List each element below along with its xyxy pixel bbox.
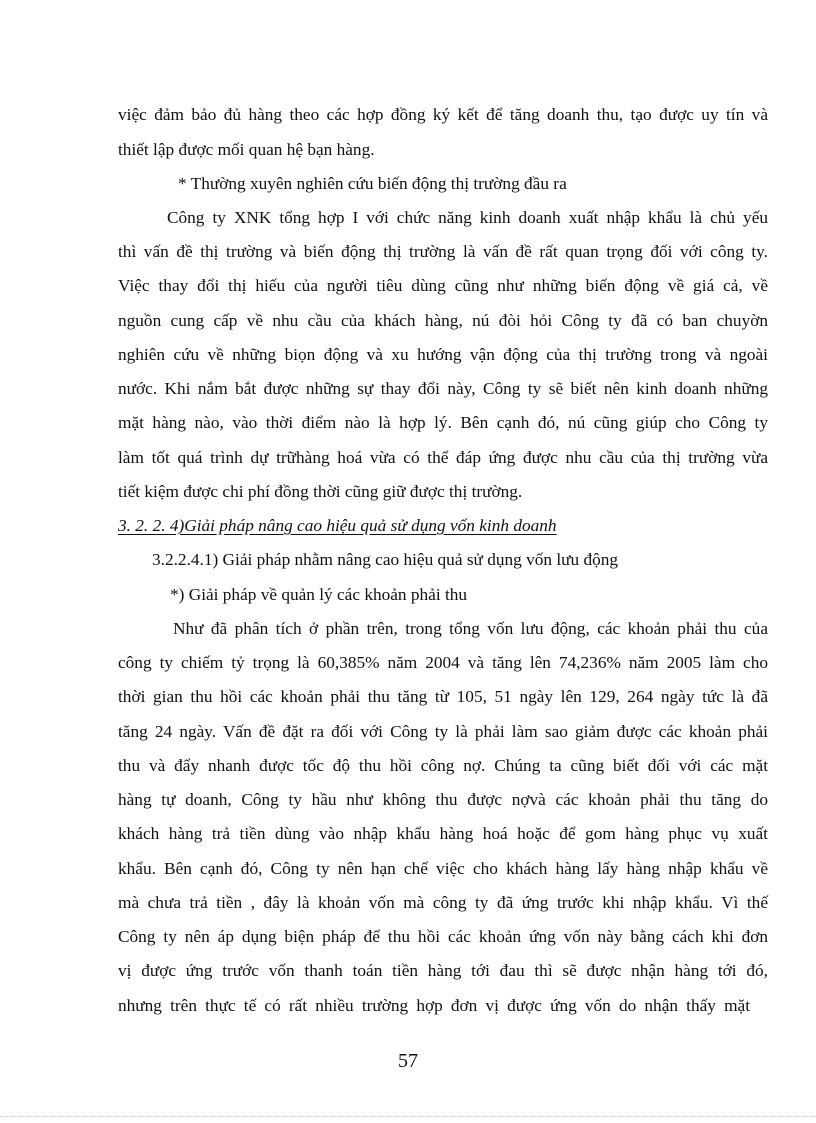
- text-line: tăng 24 ngày. Vấn đề đặt ra đối với Công ty là phải làm sao giảm được các khoản phải: [118, 722, 768, 741]
- subsection-heading: 3.2.2.4.1) Giải pháp nhằm nâng cao hiệu quả sử dụng vốn lưu động: [152, 550, 619, 569]
- text-line: Việc thay đổi thị hiếu của người tiêu dùng cũng như những biến động về giá cả, về: [118, 276, 768, 295]
- text-line: mà chưa trả tiền , đây là khoản vốn mà công ty đã ứng trước khi nhập khẩu. Vì thế: [118, 893, 768, 912]
- subsection-bullet: *) Giải pháp về quản lý các khoản phải thu: [170, 585, 468, 604]
- text-line: thì vấn đề thị trường và biến động thị trường là vấn đề rất quan trọng đối với công ty.: [118, 242, 768, 261]
- text-line: Công ty nên áp dụng biện pháp để thu hồi các khoản ứng vốn này bằng cách khi đơn: [118, 927, 768, 946]
- text-line: mặt hàng nào, vào thời điểm nào là hợp lý. Bên cạnh đó, nú cũng giúp cho Công ty: [118, 413, 768, 432]
- text-line: nhưng trên thực tế có rất nhiều trường hợp đơn vị được ứng vốn do nhận thấy mặt: [118, 996, 750, 1015]
- text-line: vị được ứng trước vốn thanh toán tiền hàng tới đau thì sẽ được nhận hàng tới đó,: [118, 961, 768, 980]
- section-bullet: * Thường xuyên nghiên cứu biến động thị trường đầu ra: [178, 174, 567, 193]
- text-line: việc đảm bảo đủ hàng theo các hợp đồng ký kết để tăng doanh thu, tạo được uy tín và: [118, 105, 768, 124]
- text-line: làm tốt quá trình dự trữhàng hoá vừa có thể đáp ứng được nhu cầu của thị trường vừa: [118, 448, 768, 467]
- text-line: hàng tự doanh, Công ty hầu như không thu được nợvà các khoản phải thu tăng do: [118, 790, 768, 809]
- text-line: công ty chiếm tỷ trọng là 60,385% năm 2004 và tăng lên 74,236% năm 2005 làm cho: [118, 653, 768, 672]
- text-line: thu và đẩy nhanh được tốc độ thu hồi công nợ. Chúng ta cũng biết đối với các mặt: [118, 756, 768, 775]
- text-line: Như đã phân tích ở phần trên, trong tổng vốn lưu động, các khoản phải thu của: [173, 619, 768, 638]
- page-number: 57: [398, 1050, 418, 1072]
- text-line: nước. Khi nắm bắt được những sự thay đổi này, Công ty sẽ biết nên kinh doanh những: [118, 379, 768, 398]
- text-line: khẩu. Bên cạnh đó, Công ty nên hạn chế việc cho khách hàng lấy hàng nhập khẩu về: [118, 859, 768, 878]
- text-line: Công ty XNK tổng hợp I với chức năng kinh doanh xuất nhập khẩu là chủ yếu: [167, 208, 768, 227]
- section-heading: 3. 2. 2. 4)Giải pháp nâng cao hiệu quả sử dụng vốn kinh doanh: [118, 516, 557, 535]
- text-line: khách hàng trả tiền dùng vào nhập khẩu hàng hoá hoặc để gom hàng phục vụ xuất: [118, 824, 768, 843]
- text-line: thiết lập được mối quan hệ bạn hàng.: [118, 140, 375, 159]
- text-line: nguồn cung cấp về nhu cầu của khách hàng, nú đòi hỏi Công ty đã có ban chuyờn: [118, 311, 768, 330]
- text-line: thời gian thu hồi các khoản phải thu tăng từ 105, 51 ngày lên 129, 264 ngày tức là đã: [118, 687, 768, 706]
- text-line: nghiên cứu về những biọn động và xu hướng vận động của thị trường trong và ngoài: [118, 345, 768, 364]
- text-line: tiết kiệm được chi phí đồng thời cũng giữ được thị trường.: [118, 482, 523, 501]
- page-bottom-divider: [0, 1116, 816, 1117]
